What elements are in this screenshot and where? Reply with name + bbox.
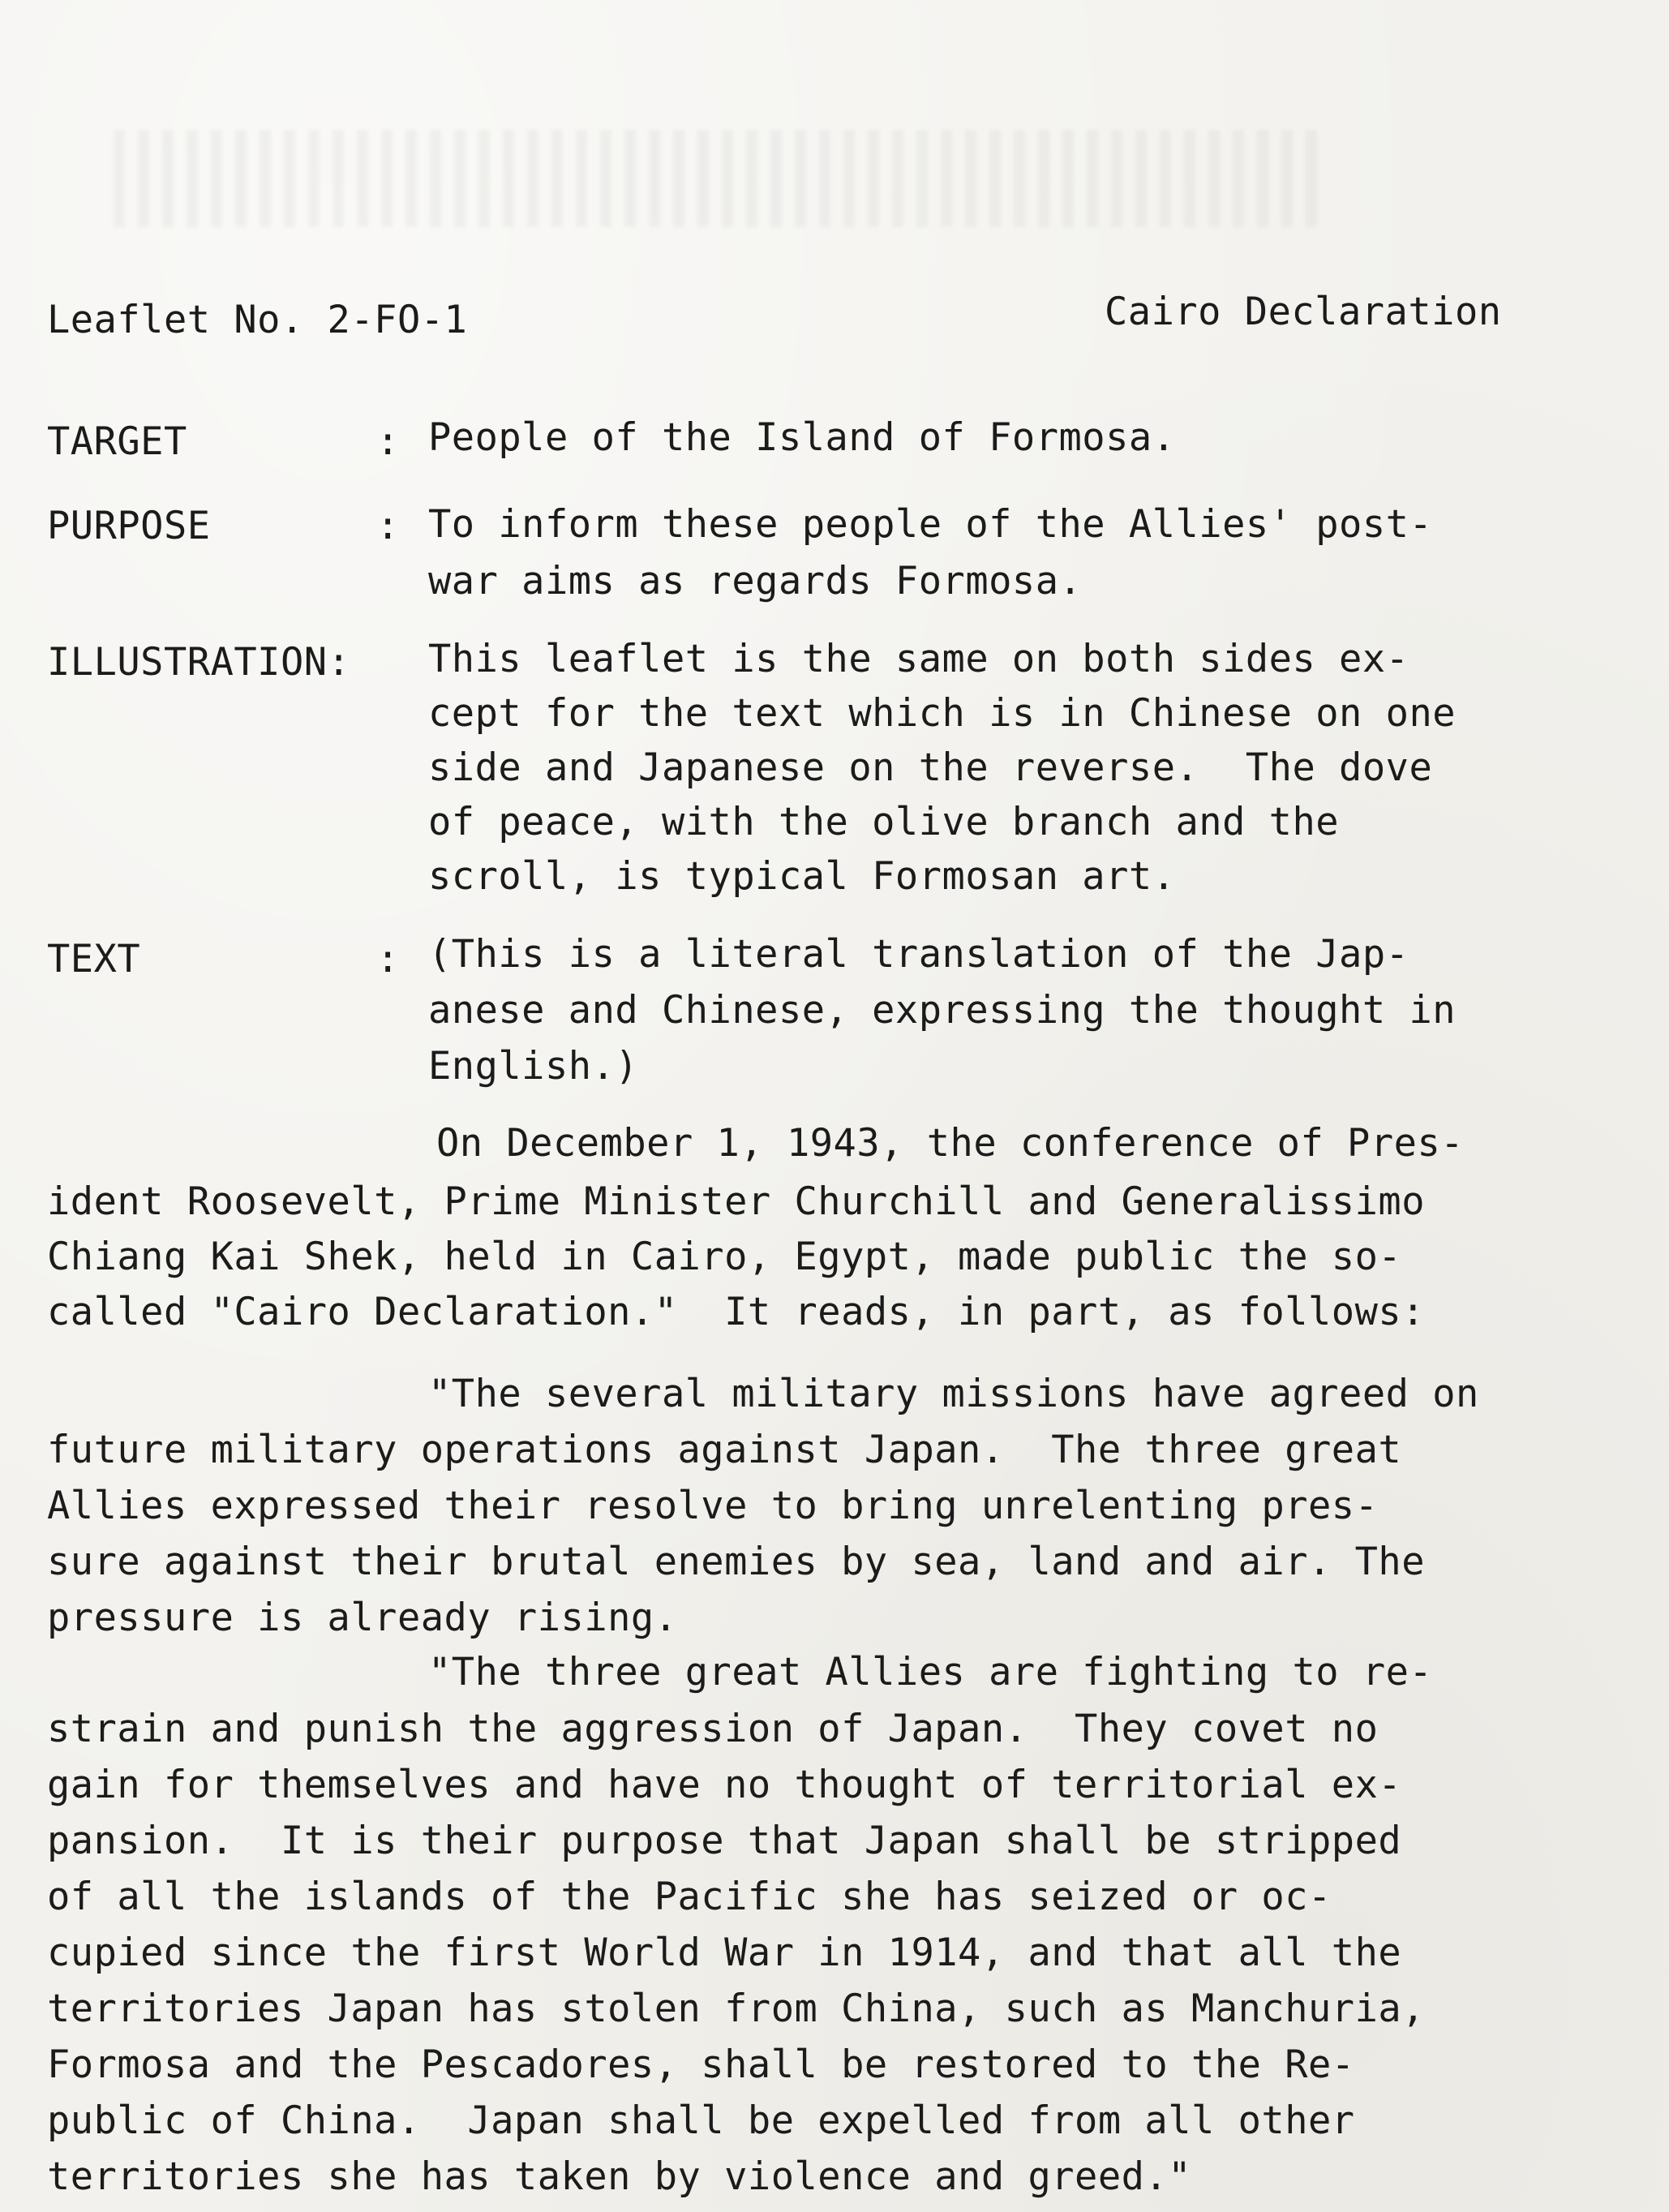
body-quote1-line-5: pressure is already rising.: [47, 1596, 678, 1640]
target-line: People of the Island of Formosa.: [428, 415, 1176, 460]
text-line-1: (This is a literal translation of the Jap-: [428, 932, 1409, 977]
illustration-line-5: scroll, is typical Formosan art.: [428, 854, 1176, 899]
body-quote2-line-1: "The three great Allies are fighting to re-: [428, 1650, 1433, 1694]
illustration-label: ILLUSTRATION:: [47, 640, 351, 685]
body-quote2-line-4: pansion. It is their purpose that Japan shall be stripped: [47, 1819, 1402, 1863]
document-title: Cairo Declaration: [1105, 290, 1502, 334]
text-colon: :: [376, 937, 400, 981]
body-quote2-line-6: cupied since the first World War in 1914, and that all the: [47, 1931, 1402, 1975]
purpose-line-1: To inform these people of the Allies' post-: [428, 502, 1433, 547]
body-quote1-line-2: future military operations against Japan. The three great: [47, 1428, 1402, 1472]
body-para1-line-1: On December 1, 1943, the conference of Pres-: [436, 1121, 1465, 1166]
purpose-colon: :: [376, 504, 400, 548]
body-para1-line-4: called "Cairo Declaration." It reads, in part, as follows:: [47, 1290, 1425, 1334]
body-quote1-line-3: Allies expressed their resolve to bring unrelenting pres-: [47, 1484, 1379, 1528]
body-quote1-line-1: "The several military missions have agreed on: [428, 1372, 1479, 1416]
body-quote2-line-8: Formosa and the Pescadores, shall be restored to the Re-: [47, 2042, 1355, 2087]
illustration-line-1: This leaflet is the same on both sides ex-: [428, 637, 1409, 681]
body-quote1-line-4: sure against their brutal enemies by sea, land and air. The: [47, 1540, 1425, 1584]
target-label: TARGET: [47, 419, 187, 464]
illustration-line-2: cept for the text which is in Chinese on one: [428, 691, 1457, 736]
body-quote2-line-7: territories Japan has stolen from China, such as Manchuria,: [47, 1987, 1425, 2031]
purpose-label: PURPOSE: [47, 504, 211, 548]
body-quote2-line-9: public of China. Japan shall be expelled from all other: [47, 2098, 1355, 2143]
body-para1-line-2: ident Roosevelt, Prime Minister Churchill and Generalissimo: [47, 1179, 1425, 1224]
purpose-line-2: war aims as regards Formosa.: [428, 559, 1083, 603]
body-quote2-line-3: gain for themselves and have no thought of territorial ex-: [47, 1763, 1402, 1807]
text-line-3: English.): [428, 1044, 639, 1089]
illustration-line-4: of peace, with the olive branch and the: [428, 800, 1340, 844]
text-line-2: anese and Chinese, expressing the thought in: [428, 988, 1457, 1033]
illustration-line-3: side and Japanese on the reverse. The dove: [428, 745, 1433, 790]
body-quote2-line-5: of all the islands of the Pacific she has seized or oc-: [47, 1875, 1332, 1919]
body-quote2-line-10: territories she has taken by violence and greed.": [47, 2154, 1192, 2199]
body-quote2-line-2: strain and punish the aggression of Japan. They covet no: [47, 1707, 1379, 1751]
text-label: TEXT: [47, 937, 141, 981]
target-colon: :: [376, 419, 400, 464]
body-para1-line-3: Chiang Kai Shek, held in Cairo, Egypt, made public the so-: [47, 1235, 1402, 1279]
leaflet-number: Leaflet No. 2-FO-1: [47, 298, 468, 342]
